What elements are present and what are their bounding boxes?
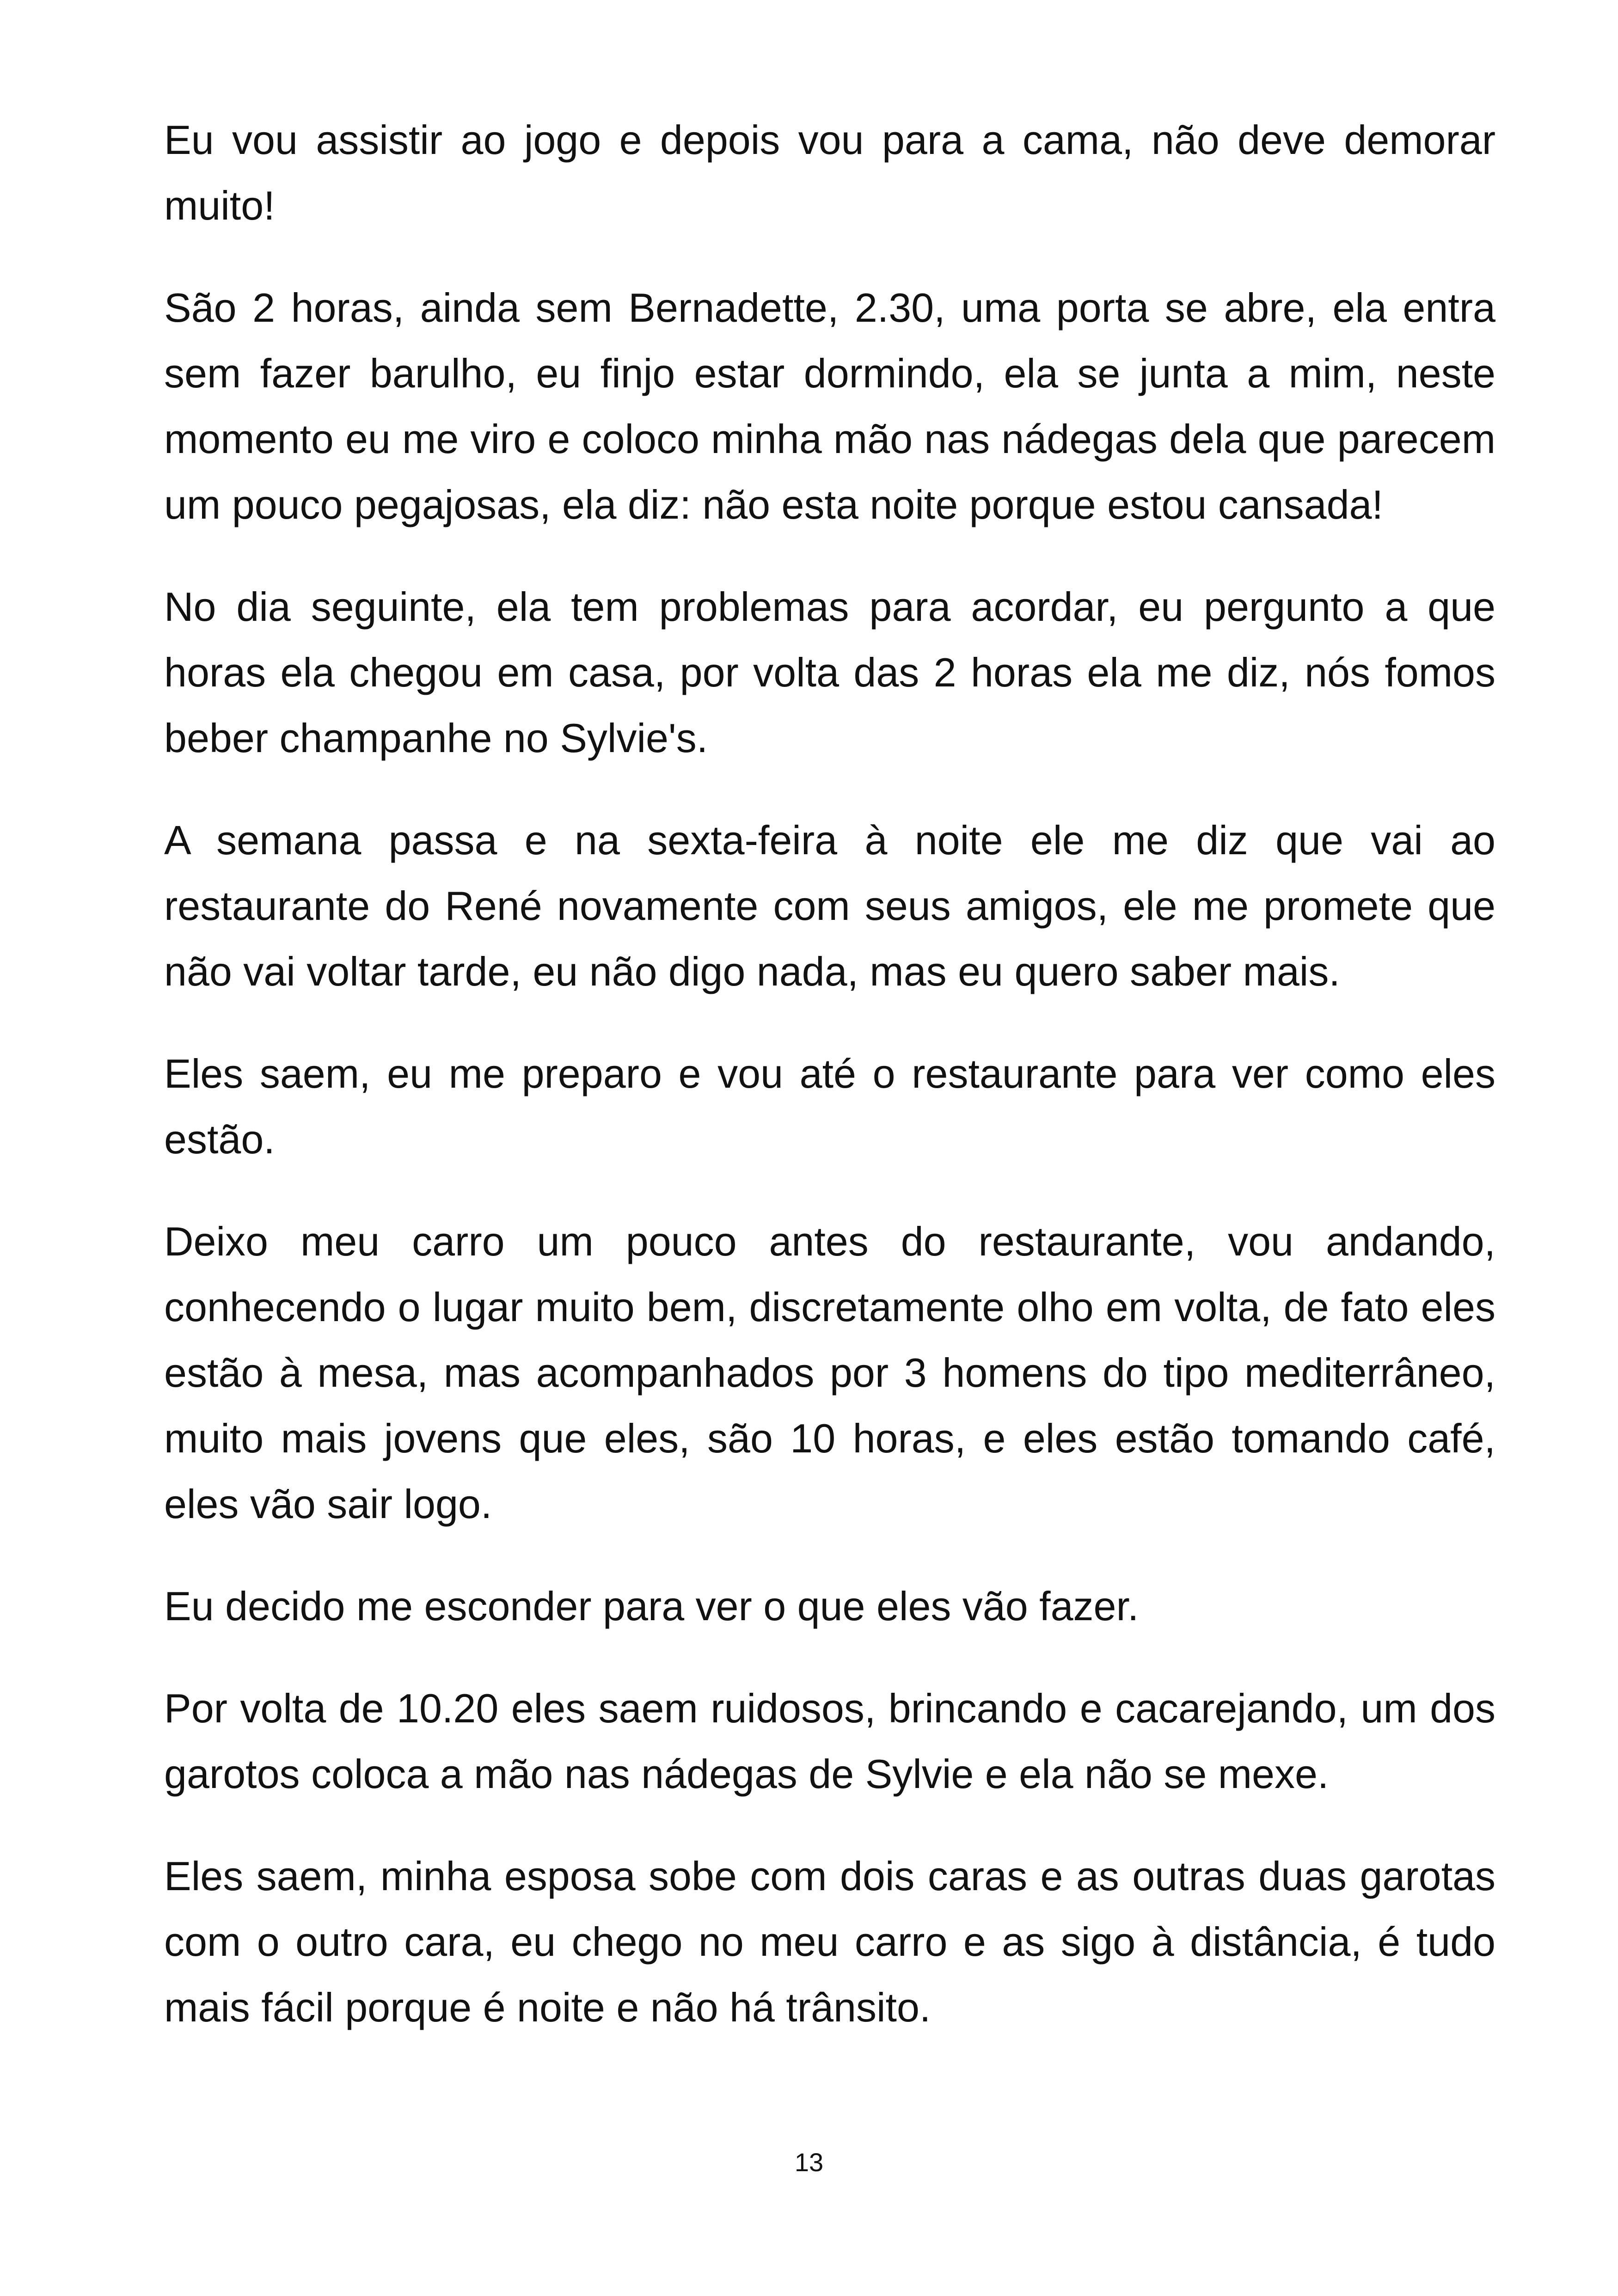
paragraph-3: No dia seguinte, ela tem problemas para acordar, eu pergunto a que horas ela chegou em casa, por volta das 2 horas ela me diz, nós fomos beber champanhe no Sylvie's. [164, 584, 1495, 761]
body-text [164, 107, 1495, 2077]
paragraph-2: São 2 horas, ainda sem Bernadette, 2.30, uma porta se abre, ela entra sem fazer barulho, eu finjo estar dormindo, ela se junta a mim, neste momento eu me viro e coloco minha mão nas nádegas dela que parecem um pouco pegajosas, ela diz: não esta noite porque estou cansada! [164, 285, 1495, 527]
paragraph-1: Eu vou assistir ao jogo e depois vou para a cama, não deve demorar muito! [164, 117, 1495, 228]
paragraph-5: Eles saem, eu me preparo e vou até o restaurante para ver como eles estão. [164, 1051, 1495, 1162]
paragraph-8: Por volta de 10.20 eles saem ruidosos, brincando e cacarejando, um dos garotos coloca a mão nas nádegas de Sylvie e ela não se mexe. [164, 1685, 1495, 1797]
paragraph-4: A semana passa e na sexta-feira à noite ele me diz que vai ao restaurante do René novamente com seus amigos, ele me promete que não vai voltar tarde, eu não digo nada, mas eu quero saber mais. [164, 817, 1495, 994]
page-number: 13 [794, 2148, 824, 2177]
paragraph-7: Eu decido me esconder para ver o que eles vão fazer. [164, 1583, 1139, 1629]
paragraph-9: Eles saem, minha esposa sobe com dois caras e as outras duas garotas com o outro cara, eu chego no meu carro e as sigo à distância, é tudo mais fácil porque é noite e não há trânsito. [164, 1853, 1495, 2030]
paragraph-6: Deixo meu carro um pouco antes do restaurante, vou andando, conhecendo o lugar muito bem, discretamente olho em volta, de fato eles estão à mesa, mas acompanhados por 3 homens do tipo mediterrâneo, muito mais jovens que eles, são 10 horas, e eles estão tomando café, eles vão sair logo. [164, 1218, 1495, 1527]
